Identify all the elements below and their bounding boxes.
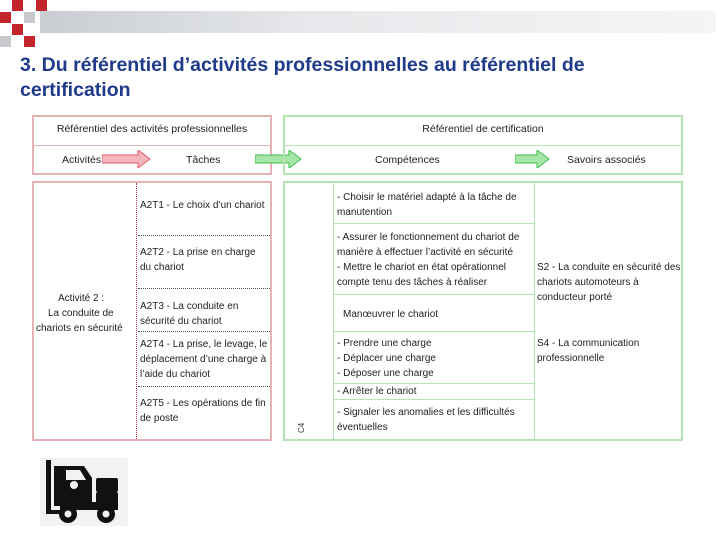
competence-1: - Choisir le matériel adapté à la tâche de manutention — [337, 192, 517, 218]
activites-header: Activités — [62, 154, 102, 166]
slide-title-line1: 3. Du référentiel d’activités professionnelles au référentiel de — [20, 54, 585, 76]
right-content-box — [283, 181, 683, 441]
left-content-box — [32, 181, 272, 441]
slide-title-line2: certification — [20, 79, 131, 101]
activity-line1: Activité 2 : — [58, 293, 105, 304]
competence-3: Manœuvrer le chariot — [343, 309, 439, 320]
task-3: A2T3 - La conduite en sécurité du chariot — [140, 301, 239, 327]
savoir-2: S4 - La communication professionnelle — [537, 338, 640, 364]
task-4: A2T4 - La prise, le levage, le déplacement d’une charge à l’aide du chariot — [140, 339, 268, 380]
arrow-right-icon — [102, 150, 152, 168]
vertical-label: C4 — [297, 422, 306, 433]
competence-5: - Arrêter le chariot — [337, 386, 417, 397]
right-top-header: Référentiel de certification — [422, 123, 544, 135]
competence-2: - Assurer le fonctionnement du chariot de manière à effectuer l’activité en sécurité - Mettre le chariot en état opérationnel compte tenu des tâches à réaliser — [337, 232, 520, 288]
savoirs-header: Savoirs associés — [567, 154, 646, 166]
activity-line2: La conduite de — [48, 308, 114, 319]
task-2: A2T2 - La prise en charge du chariot — [140, 247, 256, 273]
competences-header: Compétences — [375, 154, 440, 166]
task-1: A2T1 - Le choix d’un chariot — [140, 200, 265, 211]
forklift-icon — [40, 458, 128, 526]
taches-header: Tâches — [186, 154, 221, 166]
left-header-box — [32, 115, 272, 175]
right-header-box — [283, 115, 683, 175]
left-top-header: Référentiel des activités professionnelles — [56, 123, 248, 135]
task-5: A2T5 - Les opérations de fin de poste — [140, 398, 266, 424]
competence-6: - Signaler les anomalies et les difficultés éventuelles — [337, 407, 515, 433]
activity-line3: chariots en sécurité — [36, 323, 123, 334]
competence-4: - Prendre une charge - Déplacer une charge - Déposer une charge — [337, 338, 436, 379]
arrow-right-icon — [515, 150, 551, 168]
header-bar — [40, 11, 716, 33]
slide-title — [20, 53, 700, 103]
savoir-1: S2 - La conduite en sécurité des chariots automoteurs à conducteur porté — [537, 262, 681, 303]
